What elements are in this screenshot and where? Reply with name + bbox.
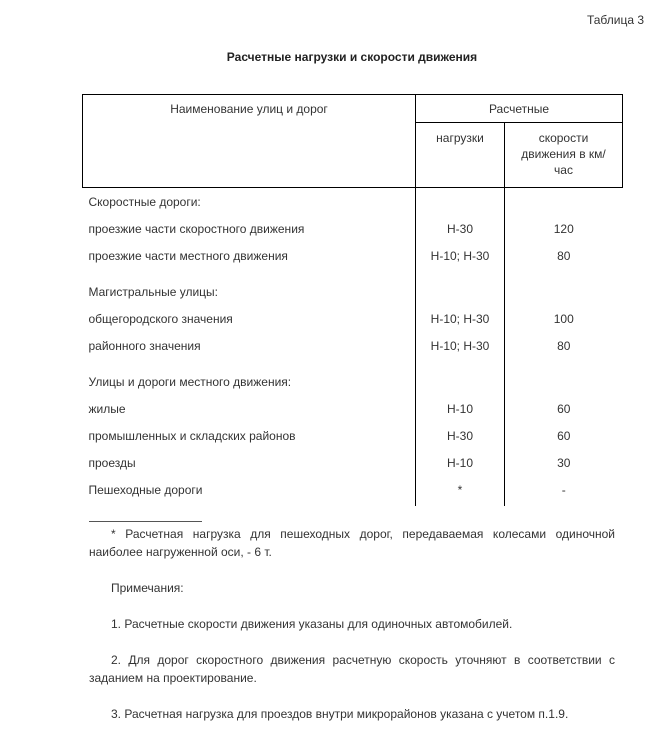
- row-load: Н-10; Н-30: [416, 335, 505, 362]
- note-2: 2. Для дорог скоростного движения расчетную скорость уточняют в соответствии с заданием на проектирование.: [89, 653, 615, 685]
- table-row: [83, 188, 623, 218]
- header-name-spacer: [83, 123, 416, 188]
- row-load: Н-30: [416, 425, 505, 452]
- row-name: Улицы и дороги местного движения:: [83, 362, 416, 398]
- row-load: [416, 362, 505, 398]
- row-speed: 30: [557, 455, 571, 470]
- header-group-cell: Расчетные: [416, 95, 623, 123]
- row-speed: 80: [557, 338, 571, 353]
- row-name: проезды: [83, 452, 416, 479]
- row-speed: 120: [553, 221, 574, 236]
- table-row: [83, 452, 623, 479]
- table-title: Расчетные нагрузки и скорости движения: [226, 50, 478, 64]
- row-load: Н-10; Н-30: [416, 308, 505, 335]
- row-load: [416, 272, 505, 308]
- table-row: [83, 425, 623, 452]
- row-speed: [505, 272, 623, 308]
- row-name: общегородского значения: [83, 308, 416, 335]
- footnote: * Расчетная нагрузка для пешеходных дорог, передаваемая колесами одиночной наиболее нагруженной оси, - 6 т.: [89, 527, 615, 559]
- row-load: Н-10: [416, 398, 505, 425]
- row-load: *: [416, 479, 505, 506]
- header-row-bottom: [83, 123, 623, 188]
- note-3: 3. Расчетная нагрузка для проездов внутри микрорайонов указана с учетом п.1.9.: [111, 707, 569, 721]
- table-number: Таблица 3: [586, 13, 644, 27]
- table-row: [83, 245, 623, 272]
- header-speed-cell: [505, 123, 623, 188]
- table-row: [83, 335, 623, 362]
- row-name: проезжие части местного движения: [83, 245, 416, 272]
- row-name: Скоростные дороги:: [83, 188, 416, 218]
- table-row: [83, 362, 623, 398]
- row-name: Магистральные улицы:: [83, 272, 416, 308]
- row-speed: -: [561, 482, 566, 497]
- table-row: [83, 218, 623, 245]
- header-name-cell: Наименование улиц и дорог: [83, 95, 416, 123]
- row-speed: [505, 362, 623, 398]
- row-name: промышленных и складских районов: [83, 425, 416, 452]
- footnote-separator: [89, 521, 202, 522]
- row-name: районного значения: [83, 335, 416, 362]
- note-1: 1. Расчетные скорости движения указаны для одиночных автомобилей.: [111, 617, 513, 631]
- table-row: [83, 479, 623, 506]
- row-name: проезжие части скоростного движения: [83, 218, 416, 245]
- header-speed-label: скорости движения в км/час: [521, 131, 606, 177]
- row-speed: 60: [557, 401, 571, 416]
- row-load: [416, 188, 505, 218]
- row-speed: 60: [557, 428, 571, 443]
- row-speed: 80: [557, 248, 571, 263]
- row-load: Н-30: [416, 218, 505, 245]
- row-load: Н-10: [416, 452, 505, 479]
- table-row: [83, 308, 623, 335]
- row-name: Пешеходные дороги: [83, 479, 416, 506]
- row-speed: [505, 188, 623, 218]
- row-speed: 100: [553, 311, 574, 326]
- header-row-top: [83, 95, 623, 123]
- table-row: [83, 398, 623, 425]
- row-name: жилые: [83, 398, 416, 425]
- row-load: Н-10; Н-30: [416, 245, 505, 272]
- loads-speeds-table: [82, 94, 623, 506]
- notes-title: Примечания:: [111, 581, 184, 595]
- header-load-cell: нагрузки: [416, 123, 505, 188]
- table-row: [83, 272, 623, 308]
